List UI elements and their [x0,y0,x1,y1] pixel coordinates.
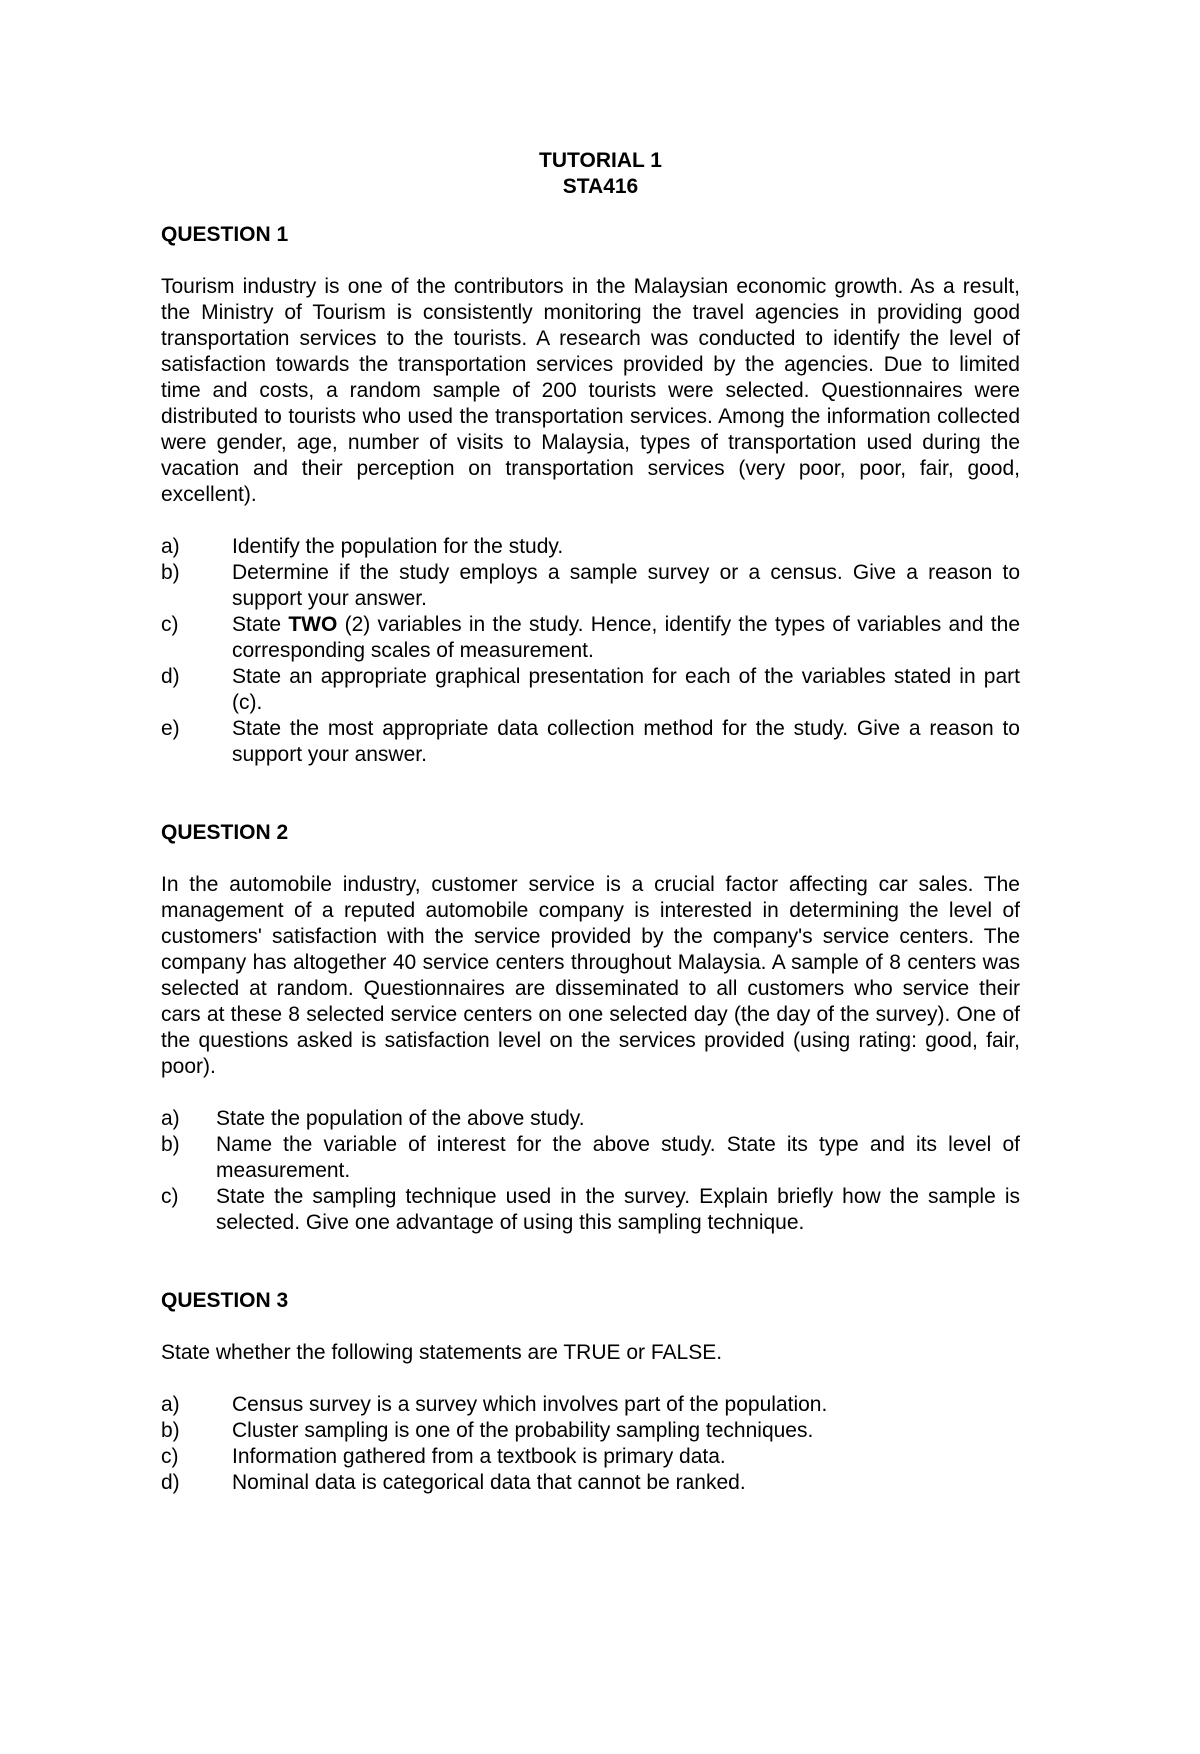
question-intro: Tourism industry is one of the contributors in the Malaysian economic growth. As a result, the Ministry of Tourism is consistently monitoring the travel agencies in providing good transportation services to the tourists. A research was conducted to identify the level of satisfaction towards the transportation services provided by the agencies. Due to limited time and costs, a random sample of 200 tourists were selected. Questionnaires were distributed to tourists who used the transportation services. Among the information collected were gender, age, number of visits to Malaysia, types of transportation used during the vacation and their perception on transportation services (very poor, poor, fair, good, excellent). [161,275,1020,506]
sub-question-label: c) [161,1445,179,1468]
sub-question-text: Information gathered from a textbook is primary data. [232,1445,726,1468]
question-3 [161,1288,1020,1496]
question-intro: In the automobile industry, customer service is a crucial factor affecting car sales. The management of a reputed automobile company is interested in determining the level of customers' satisfaction with the service provided by the company's service centers. The company has altogether 40 service centers throughout Malaysia. A sample of 8 centers was selected at random. Questionnaires are disseminated to all customers who service their cars at these 8 selected service centers on one selected day (the day of the survey). One of the questions asked is satisfaction level on the services provided (using rating: good, fair, poor). [161,873,1020,1078]
sub-question-label: b) [161,561,180,584]
sub-question [161,1470,1020,1496]
sub-question-label: c) [161,613,179,636]
sub-question [161,560,1020,612]
sub-question [161,1392,1020,1418]
sub-question-text: Name the variable of interest for the above study. State its type and its level of measurement. [216,1133,1020,1182]
sub-question [161,664,1020,716]
sub-question-label: d) [161,665,180,688]
question-heading: QUESTION 1 [161,223,289,246]
question-1 [161,222,1020,768]
sub-question [161,1184,1020,1236]
text-post: (2) variables in the study. Hence, identify the types of variables and the corresponding scales of measurement. [232,613,1020,662]
sub-question [161,1444,1020,1470]
sub-question-list [161,1106,1020,1236]
sub-question-list [161,1392,1020,1496]
sub-question-label: a) [161,1107,180,1130]
sub-question-label: b) [161,1133,180,1156]
course-code: STA416 [562,175,639,198]
sub-question-text: State the most appropriate data collection method for the study. Give a reason to support your answer. [232,717,1020,766]
sub-question-label: a) [161,1393,180,1416]
question-intro: State whether the following statements are TRUE or FALSE. [161,1341,723,1364]
sub-question-text: Census survey is a survey which involves part of the population. [232,1393,828,1416]
sub-question [161,1132,1020,1184]
emphasis-two: TWO [288,613,338,636]
sub-question-text: Identify the population for the study. [232,535,564,558]
text-pre: State [232,613,289,636]
sub-question-text: State the population of the above study. [216,1107,585,1130]
sub-question-text: State an appropriate graphical presentation for each of the variables stated in part (c). [232,665,1020,714]
sub-question-text: Determine if the study employs a sample survey or a census. Give a reason to support your answer. [232,561,1020,610]
sub-question [161,716,1020,768]
sub-question-text: Cluster sampling is one of the probability sampling techniques. [232,1419,814,1442]
question-heading: QUESTION 2 [161,821,289,844]
sub-question-text [232,612,1020,664]
sub-question [161,534,1020,560]
sub-question-text: Nominal data is categorical data that cannot be ranked. [232,1471,746,1494]
sub-question-label: d) [161,1471,180,1494]
sub-question-text: State the sampling technique used in the survey. Explain briefly how the sample is selected. Give one advantage of using this sampling technique. [216,1185,1020,1234]
sub-question-label: c) [161,1185,179,1208]
sub-question [161,1418,1020,1444]
question-heading: QUESTION 3 [161,1289,289,1312]
sub-question-label: b) [161,1419,180,1442]
sub-question [161,612,1020,664]
sub-question [161,1106,1020,1132]
question-2 [161,820,1020,1236]
sub-question-label: a) [161,535,180,558]
document-title: TUTORIAL 1 [539,149,662,172]
sub-question-list [161,534,1020,768]
sub-question-label: e) [161,717,180,740]
